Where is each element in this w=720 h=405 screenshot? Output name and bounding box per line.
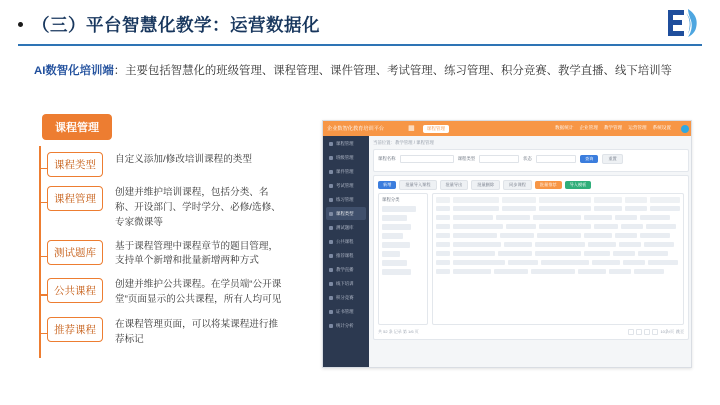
table-row[interactable]: [436, 206, 680, 211]
sidebar-item-label: 教学直播: [336, 266, 354, 272]
sidebar-item-1[interactable]: [326, 151, 366, 164]
page-title: [18, 12, 320, 37]
table-split: [378, 193, 684, 325]
table-row[interactable]: [436, 269, 680, 274]
toolbar-import-button[interactable]: 批量导入课程: [399, 180, 436, 190]
menu-icon: [329, 170, 333, 174]
sidebar-item-9[interactable]: [326, 263, 366, 276]
list-item: [39, 240, 305, 270]
pagination-total: 共 52 条 记录 第 1/6 页: [378, 329, 419, 334]
sidebar-item-8[interactable]: [326, 249, 366, 262]
table-header-cell: [594, 197, 622, 203]
category-tree[interactable]: [378, 193, 428, 325]
sidebar-item-label: 线下培训: [336, 280, 354, 286]
connector-line: [39, 333, 47, 334]
page-next-button[interactable]: [652, 329, 658, 335]
table-header-row: [436, 197, 680, 203]
filter-select-status[interactable]: [536, 155, 576, 163]
list-item: [39, 278, 305, 308]
tree-node[interactable]: [382, 242, 410, 248]
topbar-menu-item[interactable]: 数据统计: [555, 124, 574, 130]
menu-icon: [329, 198, 333, 202]
sidebar-item-5[interactable]: [326, 207, 366, 220]
sidebar-item-13[interactable]: [326, 319, 366, 332]
brand-logo-icon: [662, 6, 702, 40]
app-sidebar: [323, 136, 369, 368]
list-item: [39, 152, 305, 177]
filter-panel: [373, 149, 689, 172]
search-button[interactable]: 查询: [580, 155, 598, 163]
sidebar-item-12[interactable]: [326, 305, 366, 318]
sidebar-item-7[interactable]: [326, 235, 366, 248]
sidebar-item-label: 练习管理: [336, 196, 354, 202]
tree-node[interactable]: [382, 269, 411, 275]
breadcrumb: 当前位置：教学管理 / 课程管理: [373, 140, 434, 145]
feature-list: [39, 152, 305, 357]
table-header-cell: [502, 197, 536, 203]
topbar-menu-item[interactable]: 企业管理: [579, 124, 598, 130]
menu-icon: [329, 310, 333, 314]
page-prev-button[interactable]: [628, 329, 634, 335]
left-column: [38, 114, 308, 140]
list-item: [39, 317, 305, 348]
connector-line: [39, 202, 47, 203]
menu-icon: [329, 254, 333, 258]
toolbar-sync-button[interactable]: 同步课程: [503, 180, 532, 190]
menu-icon: [329, 282, 333, 286]
menu-icon: [329, 142, 333, 146]
sidebar-item-label: 公共课程: [336, 238, 354, 244]
category-tree-title: 课程分类: [382, 197, 400, 202]
header-divider: [18, 44, 702, 46]
feature-label: 公共课程: [47, 278, 103, 303]
menu-icon: [329, 184, 333, 188]
table-row[interactable]: [436, 233, 680, 238]
table-row[interactable]: [436, 242, 680, 247]
data-table: [432, 193, 684, 325]
topbar-menus: [555, 125, 692, 133]
sidebar-item-3[interactable]: [326, 179, 366, 192]
pagination: [378, 329, 684, 335]
feature-desc: 在课程管理页面，可以将某课程进行推荐标记: [115, 319, 279, 345]
page-goto-label: 跳至: [676, 329, 684, 334]
sidebar-item-4[interactable]: [326, 193, 366, 206]
toolbar-add-button[interactable]: 新增: [378, 181, 396, 189]
page-number-button[interactable]: [636, 329, 642, 335]
product-screenshot: [322, 120, 692, 368]
table-row[interactable]: [436, 215, 680, 220]
user-avatar[interactable]: [681, 125, 689, 133]
tree-node[interactable]: [382, 215, 407, 221]
lead-tag: AI数智化培训端: [34, 65, 114, 77]
category-chip: 课程管理: [42, 114, 112, 140]
page-size-select[interactable]: 10条/页: [660, 329, 674, 334]
sidebar-item-11[interactable]: [326, 291, 366, 304]
table-header-cell: [650, 197, 680, 203]
menu-icon: [329, 156, 333, 160]
menu-icon: [329, 268, 333, 272]
feature-label: 推荐课程: [47, 317, 103, 342]
page-title-text: （三）平台智慧化教学：运营数据化: [32, 15, 320, 35]
table-row[interactable]: [436, 260, 680, 265]
sidebar-item-label: 课件管理: [336, 168, 354, 174]
topbar-menu-item[interactable]: 教学管理: [603, 124, 623, 130]
lead-paragraph: [34, 62, 694, 82]
sidebar-item-label: 证书管理: [336, 308, 354, 314]
bullet-icon: [18, 22, 23, 27]
table-header-cell: [539, 197, 591, 203]
sidebar-item-2[interactable]: [326, 165, 366, 178]
app-content: [369, 136, 692, 368]
filter-select-type[interactable]: [479, 155, 519, 163]
toolbar-template-button[interactable]: 导入模板: [565, 181, 592, 189]
menu-icon: [329, 296, 333, 300]
menu-icon: [329, 226, 333, 230]
slide-header: [0, 0, 720, 52]
table-header-cell: [436, 197, 450, 203]
toolbar-delete-button[interactable]: 批量删除: [471, 180, 500, 190]
menu-icon: [329, 212, 333, 216]
topbar-segment[interactable]: 课程管理: [423, 125, 449, 133]
lead-text: ：主要包括智慧化的班级管理、课程管理、课件管理、考试管理、练习管理、积分竞赛、教学直播、线下培训等: [113, 65, 672, 77]
tree-node[interactable]: [382, 251, 400, 257]
sidebar-item-label: 推荐课程: [336, 252, 354, 258]
connector-line: [39, 168, 47, 169]
feature-label: 课程管理: [47, 186, 103, 211]
sidebar-item-label: 班级管理: [336, 154, 354, 160]
tree-node[interactable]: [382, 260, 407, 266]
table-panel: [373, 175, 689, 340]
filter-label-type: 课程类型: [457, 156, 476, 161]
topbar-menu-item[interactable]: 系统设置: [652, 124, 671, 130]
sidebar-item-0[interactable]: [326, 137, 366, 150]
filter-label-status: 状态: [523, 156, 532, 161]
pagination-controls: [628, 329, 684, 335]
sidebar-item-label: 统计分析: [336, 322, 354, 328]
table-header-cell: [625, 197, 647, 203]
menu-icon: [329, 240, 333, 244]
tree-node[interactable]: [382, 224, 411, 230]
connector-line: [39, 294, 47, 295]
list-item: [39, 186, 305, 231]
filter-input-name[interactable]: [400, 155, 454, 163]
reset-button[interactable]: 重置: [602, 154, 622, 164]
sidebar-item-label: 考试管理: [336, 182, 354, 188]
menu-icon: [329, 324, 333, 328]
sidebar-item-label: 课程类型: [336, 210, 354, 216]
feature-desc: 自定义添加/修改培训课程的类型: [115, 154, 252, 165]
page-number-button[interactable]: [644, 329, 650, 335]
grid-icon[interactable]: ▦: [408, 125, 415, 132]
sidebar-item-label: 测试题库: [336, 224, 354, 230]
sidebar-item-6[interactable]: [326, 221, 366, 234]
topbar-menu-item[interactable]: 运营管理: [628, 124, 647, 130]
sidebar-item-label: 积分竞赛: [336, 294, 354, 300]
filter-label-name: 课程名称: [378, 156, 396, 161]
sidebar-item-10[interactable]: [326, 277, 366, 290]
tree-node[interactable]: [382, 233, 403, 239]
app-brand-label: 企业数智化教育培训平台: [327, 126, 385, 132]
feature-desc: 基于课程管理中课程章节的题目管理，支持单个新增和批量新增两种方式: [115, 240, 279, 267]
table-row[interactable]: [436, 224, 680, 229]
toolbar-recommend-button[interactable]: 批量推荐: [535, 181, 562, 189]
feature-desc: 创建并维护公共课程。在学员端“公开课堂”页面显示的公共课程，所有人均可见: [115, 279, 282, 306]
filter-row: [378, 154, 684, 164]
toolbar-export-button[interactable]: 批量导出: [440, 180, 469, 190]
table-header-cell: [453, 197, 499, 203]
app-topbar: [323, 121, 692, 136]
tree-node[interactable]: [382, 206, 416, 212]
table-toolbar: [378, 180, 684, 190]
feature-label: 测试题库: [47, 240, 103, 265]
table-row[interactable]: [436, 251, 680, 256]
feature-desc: 创建并维护培训课程，包括分类、名称、开设部门、学时学分、必修/选修、专家微课等: [115, 187, 281, 228]
sidebar-item-label: 课程管理: [336, 140, 354, 146]
connector-line: [39, 256, 47, 257]
feature-label: 课程类型: [47, 152, 103, 177]
